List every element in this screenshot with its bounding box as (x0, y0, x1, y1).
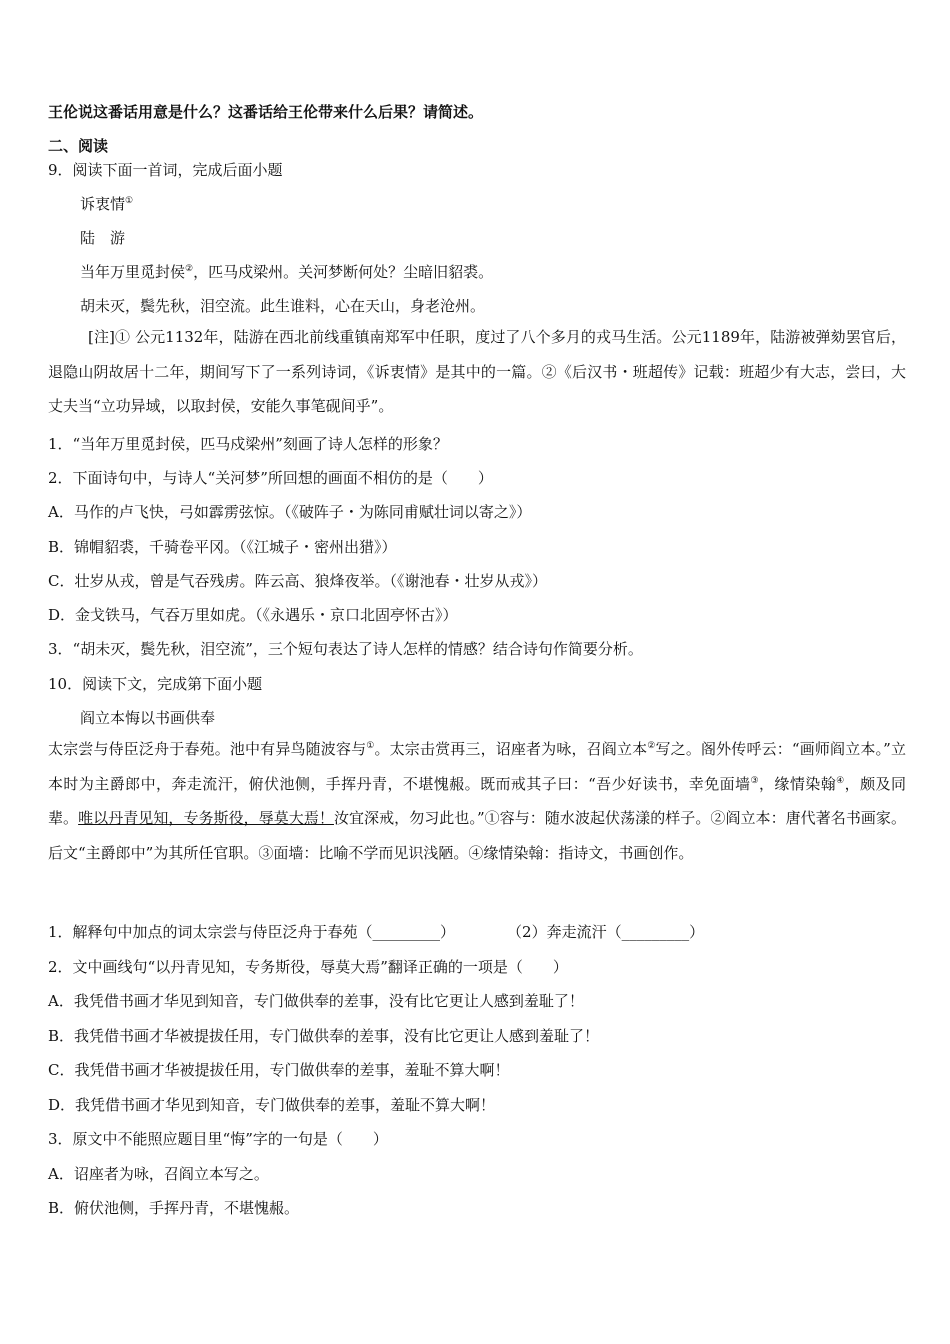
q10-option-c: C．我凭借书画才华被提拔任用，专门做供奉的差事，羞耻不算大啊！ (48, 1061, 510, 1079)
footnote-mark-2: ② (647, 741, 656, 751)
underlined-sentence: 唯以丹青见知，专务斯役，辱莫大焉！ (78, 809, 334, 827)
poem-title-footnote-mark: ① (125, 196, 134, 206)
poem-author: 陆 游 (80, 229, 126, 247)
q10-sub-1-part-a: 1．解释句中加点的词太宗尝与侍臣泛舟于春苑（_________） (48, 923, 456, 941)
poem-line-1 (80, 262, 493, 282)
q9-sub-3: 3．“胡未灭，鬓先秋，泪空流”，三个短句表达了诗人怎样的情感？结合诗句作简要分析。 (48, 640, 643, 658)
q9-sub-1: 1．“当年万里觅封侯，匹马戍梁州”刻画了诗人怎样的形象？ (48, 435, 448, 453)
q9-intro: 9．阅读下面一首词，完成后面小题 (48, 161, 283, 179)
poem-line-1-footnote-mark: ② (185, 264, 194, 274)
poem-line-2: 胡未灭，鬓先秋，泪空流。此生谁料，心在天山，身老沧州。 (80, 297, 486, 315)
q9-option-a: A．马作的卢飞快，弓如霹雳弦惊。（《破阵子・为陈同甫赋壮词以寄之》） (48, 503, 532, 521)
poem-title (80, 194, 133, 214)
q10-sub-2: 2．文中画线句“以丹青见知，专务斯役，辱莫大焉”翻译正确的一项是（ ） (48, 958, 568, 976)
passage-text-1: 太宗尝与侍臣泛舟于春苑。池中有异鸟随波容与 (48, 740, 367, 758)
q10-sub-1 (48, 922, 704, 942)
section-heading-reading: 二、阅读 (48, 137, 109, 155)
q10-intro: 10．阅读下文，完成第下面小题 (48, 675, 263, 693)
poem-title-text: 诉衷情 (80, 195, 126, 213)
q10-sub-3-option-a: A．诏座者为咏，召阎立本写之。 (48, 1165, 269, 1183)
passage-text-3: 写之。阁外传呼云：“画师阎立本。”立本时为主爵郎中，奔走流汗，俯伏池侧，手挥丹青，不堪愧赧。既而戒其子曰：“吾少好读书，幸免面墙 (48, 740, 906, 793)
q9-option-d: D．金戈铁马，气吞万里如虎。（《永遇乐・京口北固亭怀古》） (48, 606, 458, 624)
q10-sub-3-option-b: B．俯伏池侧，手挥丹青，不堪愧赧。 (48, 1199, 300, 1217)
poem-line-1-part-b: ，匹马戍梁州。关河梦断何处？尘暗旧貂裘。 (193, 263, 494, 281)
poem-line-1-part-a: 当年万里觅封侯 (80, 263, 186, 281)
q10-option-d: D．我凭借书画才华见到知音，专门做供奉的差事，羞耻不算大啊！ (48, 1096, 496, 1114)
passage-text-2: 。太宗击赏再三，诏座者为咏，召阎立本 (374, 740, 648, 758)
q10-option-b: B．我凭借书画才华被提拔任用，专门做供奉的差事，没有比它更让人感到羞耻了！ (48, 1027, 600, 1045)
passage-body (48, 732, 906, 870)
q10-option-a: A．我凭借书画才华见到知音，专门做供奉的差事，没有比它更让人感到羞耻了！ (48, 992, 584, 1010)
footnote-mark-1: ① (366, 741, 375, 751)
q9-sub-2: 2．下面诗句中，与诗人“关河梦”所回想的画面不相仿的是（ ） (48, 469, 493, 487)
passage-text-4: ，缘情染翰 (759, 774, 837, 793)
q9-option-c: C．壮岁从戎，曾是气吞残虏。阵云高、狼烽夜举。（《谢池春・壮岁从戎》） (48, 572, 547, 590)
footnote-mark-3: ③ (750, 775, 759, 786)
footnote-mark-4: ④ (836, 775, 845, 786)
q10-sub-3: 3．原文中不能照应题目里“悔”字的一句是（ ） (48, 1130, 388, 1148)
q10-sub-1-part-b: （2）奔走流汗（_________） (507, 923, 705, 941)
previous-question-tail: 王伦说这番话用意是什么？这番话给王伦带来什么后果？请简述。 (48, 103, 484, 121)
poem-note: [注]① 公元1132年，陆游在西北前线重镇南郑军中任职，度过了八个多月的戎马生活。公元1189年，陆游被弹劾罢官后，退隐山阴故居十二年，期间写下了一系列诗词，《诉衷情》是其中的一篇。②《后汉书・班超传》记载：班超少有大志，尝曰，大丈夫当“立功异域，以取封侯，安能久事笔砚间乎”。 (48, 328, 906, 415)
q9-option-b: B．锦帽貂裘，千骑卷平冈。（《江城子・密州出猎》） (48, 538, 397, 556)
passage-text-6: 汝宜深戒，勿习此也。”①容与：随水波起伏荡漾的样子。②阎立本：唐代著名书画家。后文“主爵郎中”为其所任官职。③面墙：比喻不学而见识浅陋。④缘情染翰：指诗文，书画创作。 (48, 809, 906, 862)
passage-title: 阎立本悔以书画供奉 (80, 709, 216, 727)
passage-text-5: ，颇及同辈。 (48, 774, 906, 827)
